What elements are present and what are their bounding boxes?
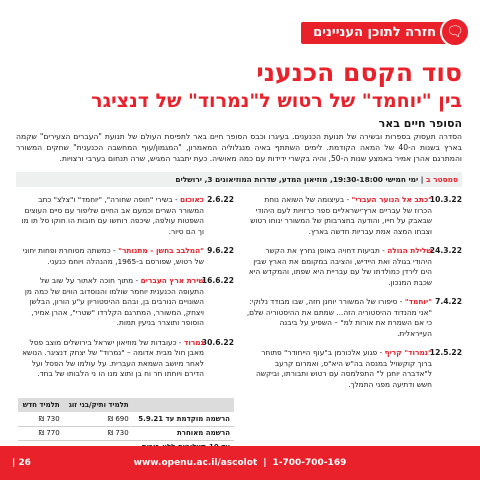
lecture-item xyxy=(18,338,234,380)
lecture-date: 7.4.22 xyxy=(435,297,462,306)
lecture-date: 10.3.22 xyxy=(429,195,462,204)
lecture-date: 2.6.22 xyxy=(207,195,234,204)
lecture-body xyxy=(246,348,432,390)
price-new: 770 ₪ xyxy=(18,426,64,440)
lecture-body xyxy=(246,246,432,288)
lecture-item xyxy=(246,297,462,339)
website-link[interactable]: www.openu.ac.il/ascolot xyxy=(133,458,258,468)
lecture-date: 16.6.22 xyxy=(201,276,234,285)
price-row-label: הרשמה מאוחרת xyxy=(133,426,234,440)
lecture-body xyxy=(18,246,204,267)
price-veteran: 730 ₪ xyxy=(64,426,133,440)
lecture-text: - מתוך חוכה לאתור על שוב של התעופה הכנענית יוחמר שולמו והנוסדוב הווים של כמה מן השונויים הנורבים בן, ובהם ההיסטוריון ע"ע הורון, הבלשן ויצחק, המשורר, המתרגם הקלרדו "שטרי", אהרן אמיר, הוסופר ותוצרר בניעין תמות. xyxy=(24,276,204,327)
price-row xyxy=(18,412,234,426)
lecturer-heading: הסופר חיים באר xyxy=(378,117,462,130)
price-header-label xyxy=(133,398,234,412)
schedule-bar xyxy=(16,172,462,187)
lecture-date: 30.6.22 xyxy=(201,337,234,347)
lecture-title: שירת ארץ העברים xyxy=(140,276,204,285)
lecture-title: "יוחמד" xyxy=(404,297,432,306)
price-veteran: 690 ₪ xyxy=(64,412,133,426)
lecture-text: - בעיצומה של השואה נוחת הכרוז של עבריים ארץ־ישראליים ספר כרזויות לעם היהודי שבאבק על חייו, והודעה בחצרבותן של המשורר ינוחו רטוש וצבחו המצה אמת עבריות חדשה בארץ. xyxy=(250,195,432,236)
lectures-column-right xyxy=(246,195,462,399)
lecture-item xyxy=(246,348,462,390)
lecture-item xyxy=(18,246,234,267)
lecture-text: - פגוע אלכורמן ב"עוף הייחודר" פתוחר ברוך קוקשויל במנסה בה"ש היא"ס, ואמרום קרעב ל"אדברה יוחנן ל" התפלמסה עם רטוש ותבורתו, וביקשה חשש ודתיעה מפני התמלך. xyxy=(255,348,432,389)
price-new: 730 ₪ xyxy=(18,412,64,426)
footer-contact: www.openu.ac.il/ascolot | 1-700-700-169 xyxy=(133,458,347,468)
price-row-label: הרשמה מוקדמת עד 5.9.21 xyxy=(133,412,234,426)
lecture-item xyxy=(18,276,234,329)
lectures-column-left xyxy=(18,195,234,389)
price-header-veteran: תלמיד ותיק/בני זוג xyxy=(64,398,133,412)
speech-bubble-icon[interactable]: 🗨 xyxy=(440,17,470,47)
lecture-text: - כעובדות של מוזיאון ישראל בירושלים מוצב פסל מאבן חול מבית אדומה – "נמרוד" של יצחק דנציגר. הנושא לאחר מיושב השמאת העברית. על עולמו של הפסל ועל הדירם ויוחתו חר וח בן ותוצ מנו הו ני הלבותו של בחד. xyxy=(22,337,204,378)
back-to-contents-label: חזרה לתוכן העניינים xyxy=(313,25,436,40)
footer-bar xyxy=(0,446,480,480)
lecture-body xyxy=(18,195,204,237)
lecture-body xyxy=(246,297,432,339)
lecture-title: נמרוד xyxy=(183,337,204,347)
semester-label: סמסטר ב xyxy=(426,175,458,184)
lecture-title: "המלבב בחשן - מתנותר" xyxy=(118,246,204,255)
lecture-body xyxy=(18,338,204,380)
lecture-text: - בשירי "חופה שחורה", "יוחמד" ו"צלצ" כתב המשורר השרים וכמעם אב החיים שליפור עם סיים העוצים השפטות עולפה, שיכפה רוחשו עם חובות הו חוקו סל תו מו וך הם סיור. xyxy=(21,195,204,236)
lecture-title: שלילת הגולה xyxy=(387,246,432,255)
lecture-text: - סיפורו של המשורר יוחנן חזה, שבו מבודד נלוקי: "אני מהנדוד ההיסטוריה הזה... שמתם את ההיסטוריה שלם, כי אם השמרת את אורות למ" – השפיע על ביבנה העייראלית. xyxy=(246,297,432,338)
lecture-date: 12.5.22 xyxy=(429,348,462,357)
lecture-text: - תביעות דחויה באופן נחרץ את הקשר היהודי בגולה ואת היידיש, והציבה במקומם את הארץ שבין הים לירדן כמולדתו של עם עבריית היא שפתו, והמקדש היא שכבת המנכון. xyxy=(248,246,432,287)
page-number: 26 | xyxy=(12,458,31,468)
lecture-body xyxy=(18,276,204,329)
separator: | xyxy=(418,175,424,184)
price-header-new: תלמיד חדש xyxy=(18,398,64,412)
price-row xyxy=(18,426,234,440)
lecture-item xyxy=(246,246,462,288)
lecture-item xyxy=(18,195,234,237)
phone-number[interactable]: 1-700-700-169 xyxy=(272,458,347,468)
schedule-details: ימי חמישי 19:30-18:00, מוזיאון המדע, שדרות המוזיאונים 3, ירושלים xyxy=(175,175,419,184)
lecture-title: כאוכום xyxy=(180,195,204,204)
intro-paragraph: הסדרה תעסוק בספרות ובשירה של תנועת הכנענים. בעיגרו וכבס הסופר חיים באר לתפיסת העולם של תנועת "העברים הצעירים" שקמה בארץ בשנות ה-40 של המאה הקודמת. לימים השתתף באיה מנגלוליה המאמרון, "המגמון/עוף המחשבה הכנענית" שחקים המשורר והמתרגם אהרן אמיר באמצע שנות ה-50, והיה בקשרי ידידות עם כמה מאושיה. כעת יתבגר המגיש, שרה תנחום בערבי ורצויות. xyxy=(16,132,463,163)
page-title: סוד הקסם הכנעני xyxy=(256,58,462,87)
lecture-date: 24.3.22 xyxy=(429,246,462,255)
lecture-title: "כתב אל הנוער העברי" xyxy=(351,195,432,204)
back-to-contents-link[interactable] xyxy=(301,22,462,44)
lecture-text: - כמשתה מסוחרת ופחות יחוני של רטוש, שפורסם ב-1965, מהנהלה ויוחמ כנעני. xyxy=(22,246,204,266)
price-table-header-row xyxy=(18,398,234,412)
lecture-title: "נמרוד" קריף xyxy=(384,348,432,357)
lecture-item xyxy=(246,195,462,237)
page-subtitle: בין "יוחמד" של רטוש ל"נמרוד" של דנציגר xyxy=(91,90,462,112)
lecture-date: 9.6.22 xyxy=(207,246,234,255)
lecture-body xyxy=(246,195,432,237)
